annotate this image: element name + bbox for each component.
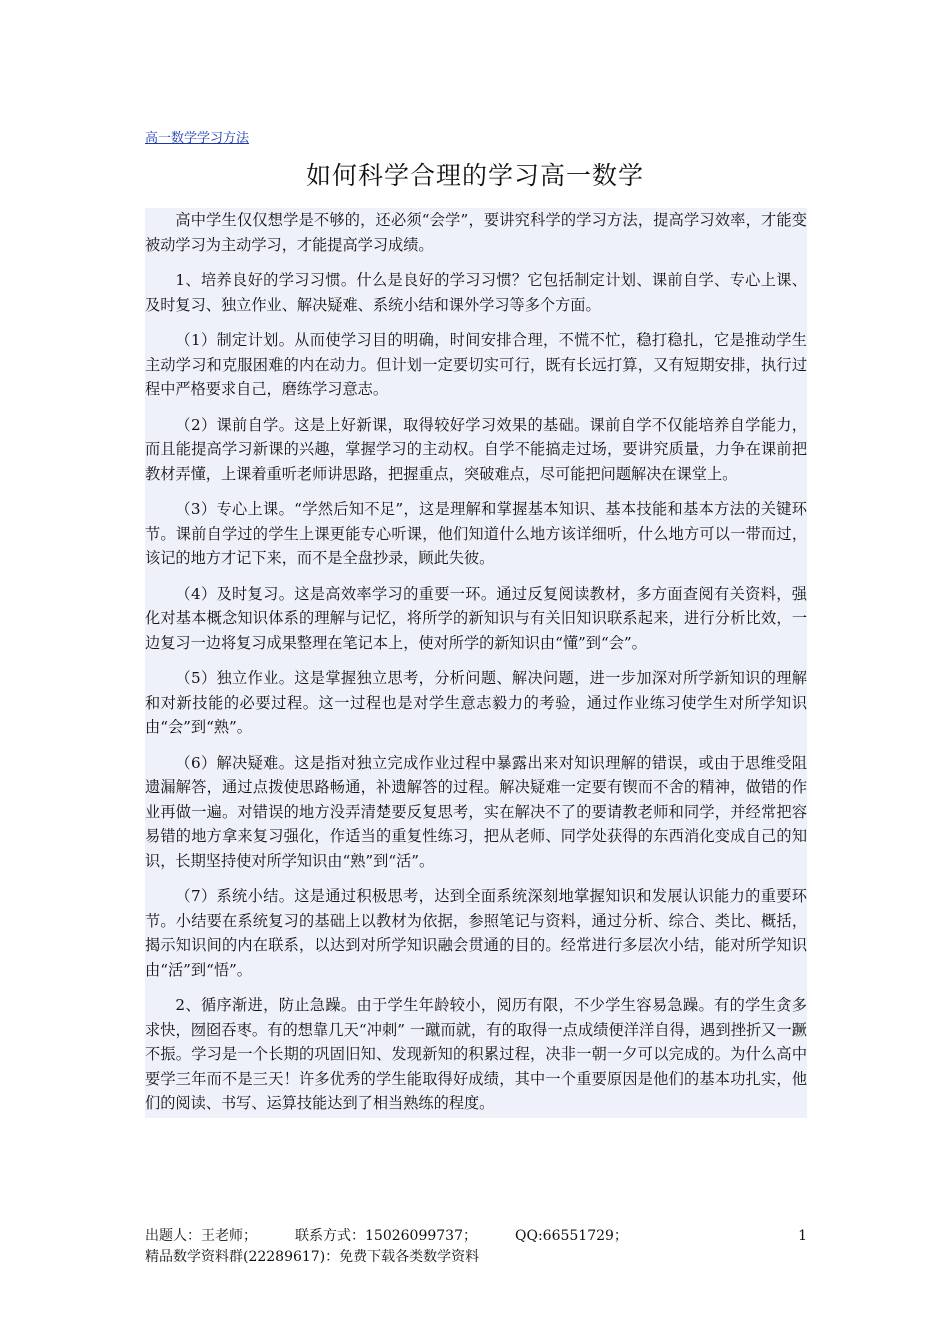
paragraph-intro: 高中学生仅仅想学是不够的，还必须“会学”，要讲究科学的学习方法，提高学习效率，才能变被动学习为主动学习，才能提高学习成绩。 (145, 211, 807, 254)
paragraph-habits: 1、培养良好的学习习惯。什么是良好的学习习惯？它包括制定计划、课前自学、专心上课、及时复习、独立作业、解决疑难、系统小结和课外学习等多个方面。 (145, 271, 807, 314)
paragraph-gradual: 2、循序渐进，防止急躁。由于学生年龄较小，阅历有限，不少学生容易急躁。有的学生贪多求快，囫囵吞枣。有的想靠几天“冲刺” 一蹴而就，有的取得一点成绩便洋洋自得，遇到挫折又一蹶不振。学习是一个长期的巩固旧知、发现新知的积累过程，决非一朝一夕可以完成的。为什么高中要学三年而不是三天！许多优秀的学生能取得好成绩，其中一个重要原因是他们的基本功扎实，他们的阅读、书写、运算技能达到了相当熟练的程度。 (145, 996, 807, 1112)
paragraph-preview: （2）课前自学。这是上好新课，取得较好学习效果的基础。课前自学不仅能培养自学能力，而且能提高学习新课的兴趣，掌握学习的主动权。自学不能搞走过场，要讲究质量，力争在课前把教材弄懂，上课着重听老师讲思路，把握重点，突破难点，尽可能把问题解决在课堂上。 (145, 415, 807, 483)
paragraph-summary: （7）系统小结。这是通过积极思考，达到全面系统深刻地掌握知识和发展认识能力的重要环节。小结要在系统复习的基础上以教材为依据，参照笔记与资料，通过分析、综合、类比、概括，揭示知识间的内在联系，以达到对所学知识融会贯通的目的。经常进行多层次小结，能对所学知识由“活”到“悟”。 (145, 887, 807, 979)
footer-contact-line (145, 1226, 807, 1247)
page-footer (145, 1226, 807, 1268)
footer-author: 出题人：王老师； (145, 1228, 257, 1244)
page-number: 1 (798, 1228, 807, 1244)
footer-qq: QQ:66551729； (514, 1228, 628, 1244)
footer-phone: 联系方式：15026099737； (295, 1228, 477, 1244)
header-link[interactable]: 高一数学学习方法 (145, 131, 250, 146)
paragraph-attention: （3）专心上课。“学然后知不足”，这是理解和掌握基本知识、基本技能和基本方法的关键环节。课前自学过的学生上课更能专心听课，他们知道什么地方该详细听，什么地方可以一带而过，该记的地方才记下来，而不是全盘抄录，顾此失彼。 (145, 500, 807, 567)
paragraph-homework: （5）独立作业。这是掌握独立思考，分析问题、解决问题，进一步加深对所学新知识的理解和对新技能的必要过程。这一过程也是对学生意志毅力的考验，通过作业练习使学生对所学知识由“会”到“熟”。 (145, 669, 807, 736)
footer-group: 精品数学资料群(22289617)：免费下载各类数学资料 (145, 1249, 480, 1265)
article-body (145, 208, 807, 1118)
document-title: 如何科学合理的学习高一数学 (305, 161, 644, 190)
paragraph-plan: （1）制定计划。从而使学习目的明确，时间安排合理，不慌不忙，稳打稳扎，它是推动学生主动学习和克服困难的内在动力。但计划一定要切实可行，既有长远打算，又有短期安排，执行过程中严格要求自己，磨练学习意志。 (145, 331, 807, 398)
paragraph-review: （4）及时复习。这是高效率学习的重要一环。通过反复阅读教材，多方面查阅有关资料，强化对基本概念知识体系的理解与记忆，将所学的新知识与有关旧知识联系起来，进行分析比效，一边复习一边将复习成果整理在笔记本上，使对所学的新知识由“懂”到“会”。 (145, 584, 807, 652)
paragraph-difficulties: （6）解决疑难。这是指对独立完成作业过程中暴露出来对知识理解的错误，或由于思维受阻遗漏解答，通过点拨使思路畅通，补遗解答的过程。解决疑难一定要有锲而不舍的精神，做错的作业再做一遍。对错误的地方没弄清楚要反复思考，实在解决不了的要请教老师和同学，并经常把容易错的地方拿来复习强化，作适当的重复性练习，把从老师、同学处获得的东西消化变成自己的知识，长期坚持使对所学知识由“熟”到“活”。 (145, 753, 807, 870)
